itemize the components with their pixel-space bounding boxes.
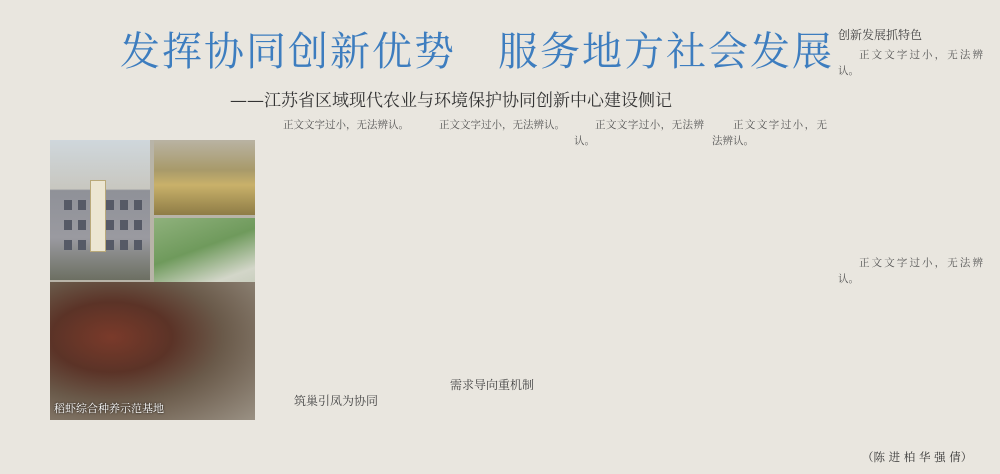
column-6-text: 正文文字过小，无法辨认。 <box>838 257 983 285</box>
column-5-text: 正文文字过小，无法辨认。 <box>838 49 983 77</box>
building-photo <box>50 140 150 280</box>
photo-collage <box>50 140 255 420</box>
column-2-text: 正文文字过小，无法辨认。 <box>439 119 565 131</box>
section-heading-1: 筑巢引凤为协同 <box>293 394 378 408</box>
column-4-text: 正文文字过小，无法辨认。 <box>712 119 827 147</box>
article-column-2 <box>418 118 566 358</box>
subtitle: ——江苏省区域现代农业与环境保护协同创新中心建设侧记 <box>230 91 672 111</box>
article-column-4 <box>712 118 827 448</box>
wheat-field-photo <box>154 140 255 215</box>
article-column-3 <box>574 118 704 448</box>
article-column-6 <box>838 256 983 442</box>
byline: （陈 进 柏 华 强 倩） <box>862 450 973 464</box>
section-heading-3: 创新发展抓特色 <box>838 28 923 42</box>
article-column-5 <box>838 48 983 248</box>
headline: 发挥协同创新优势 服务地方社会发展 <box>120 29 834 75</box>
column-3-text: 正文文字过小，无法辨认。 <box>574 119 704 147</box>
entrance-sign <box>90 180 106 252</box>
photo-caption: 稻虾综合种养示范基地 <box>54 402 164 415</box>
article-column-1 <box>262 118 410 358</box>
column-1-text: 正文文字过小，无法辨认。 <box>283 119 409 131</box>
section-heading-2: 需求导向重机制 <box>449 378 534 392</box>
